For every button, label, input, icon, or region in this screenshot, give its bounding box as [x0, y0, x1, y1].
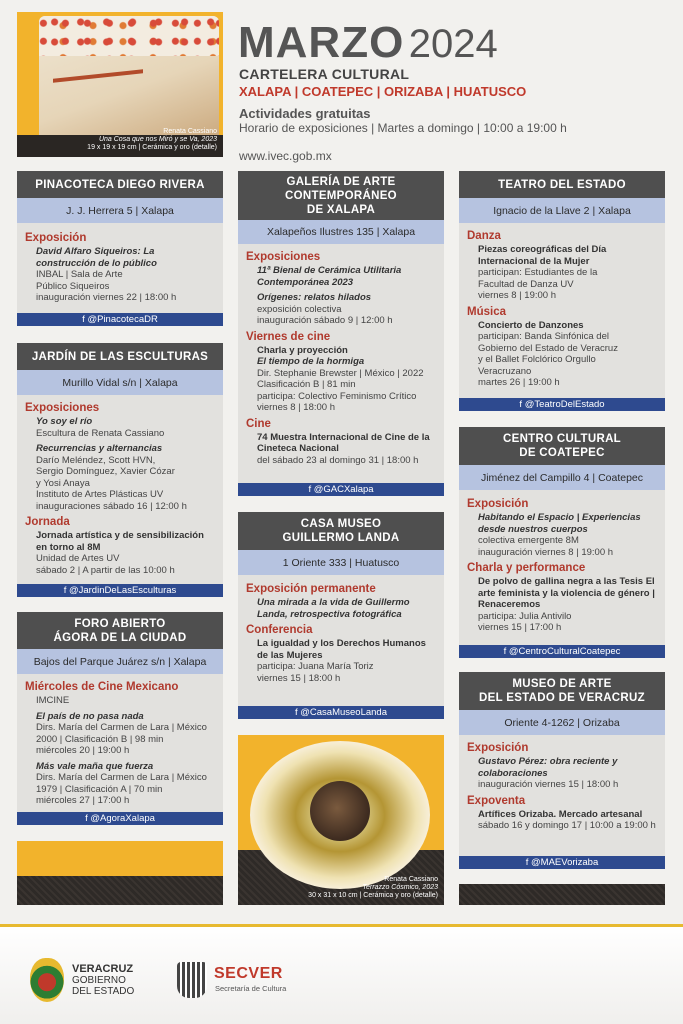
section-heading: Exposición	[25, 232, 87, 244]
social-link[interactable]	[238, 483, 444, 496]
page-title	[238, 18, 498, 68]
event-detail: martes 26 | 19:00 h	[478, 377, 560, 388]
venue-name-line: CASA MUSEO	[300, 518, 382, 530]
venue-name-line: DE COATEPEC	[519, 447, 605, 459]
event-item	[467, 320, 657, 389]
venue-name-line: FORO ABIERTO	[74, 617, 166, 630]
event-detail: Escultura de Renata Cassiano	[36, 427, 165, 439]
event-detail: Veracruzano	[478, 365, 532, 377]
event-detail: participa: Julia Antivilo	[478, 610, 572, 622]
secver-logo-text: SECVER	[214, 965, 283, 982]
event-detail: sábado 16 y domingo 17 | 10:00 a 19:00 h	[478, 820, 656, 831]
event-item	[467, 809, 657, 832]
gov-text: DEL ESTADO	[72, 986, 135, 997]
event-detail: sábado 2 | A partir de las 10:00 h	[36, 564, 175, 576]
event-item	[246, 345, 436, 414]
event-detail: Dirs. María del Carmen de Lara | México	[36, 722, 207, 733]
section-heading: Viernes de cine	[246, 330, 331, 343]
event-title: El país de no pasa nada	[36, 710, 144, 722]
event-title: Una mirada a la vida de Guillermo Landa, retrospectiva fotográfica	[257, 597, 410, 620]
facebook-icon: f	[294, 707, 301, 718]
event-item	[25, 443, 215, 512]
social-handle: @TeatroDelEstado	[524, 399, 605, 410]
event-item	[25, 416, 215, 439]
event-item	[246, 432, 436, 467]
event-title: Orígenes: relatos hilados	[257, 292, 372, 303]
venue-name-line: CENTRO CULTURAL	[503, 433, 621, 445]
event-detail: viernes 15 | 17:00 h	[478, 622, 562, 633]
caption-work: Terrazzo Cósmico, 2023	[362, 884, 438, 891]
venue-card-casa-museo	[238, 512, 444, 719]
event-detail: Instituto de Artes Plásticas UV	[36, 489, 164, 500]
venue-name: PINACOTECA DIEGO RIVERA	[17, 171, 223, 198]
venue-address: J. J. Herrera 5 | Xalapa	[17, 198, 223, 223]
event-title: 74 Muestra Internacional de Cine de la Cineteca Nacional	[257, 431, 430, 454]
event-title: Más vale maña que fuerza	[36, 760, 154, 772]
event-title: Jornada artística y de sensibilización en torno al 8M	[36, 530, 204, 553]
social-handle: @CentroCulturalCoatepec	[508, 646, 621, 657]
event-detail: Unidad de Artes UV	[36, 553, 120, 564]
event-item	[246, 597, 436, 620]
facebook-icon: f	[308, 484, 314, 495]
venue-name-line: DEL ESTADO DE VERACRUZ	[479, 692, 645, 704]
section-heading: Exposición	[467, 498, 529, 510]
gov-text: GOBIERNO	[72, 975, 126, 986]
section-heading: Danza	[467, 230, 501, 242]
gov-text: VERACRUZ	[72, 963, 134, 975]
facebook-icon: f	[503, 646, 509, 657]
event-detail: del sábado 23 al domingo 31 | 18:00 h	[257, 454, 419, 466]
section-heading: Exposición permanente	[246, 583, 376, 595]
event-detail: participan: Banda Sinfónica del	[478, 331, 609, 342]
facebook-icon: f	[63, 585, 69, 596]
event-title: Gustavo Pérez: obra reciente y colaboraciones	[478, 756, 618, 779]
event-item	[25, 711, 215, 757]
caption-work: Una Cosa que nos Miró y se Va, 2023	[98, 136, 217, 143]
secver-emblem-icon	[177, 962, 207, 998]
social-link[interactable]	[459, 398, 665, 411]
event-detail: participa: Colectivo Feminismo Crítico	[257, 390, 417, 402]
event-detail: participan: Estudiantes de la	[478, 267, 598, 278]
event-detail: y el Ballet Folclórico Orgullo	[478, 354, 596, 365]
social-link[interactable]	[17, 812, 223, 825]
title-month: MARZO	[238, 18, 405, 67]
venue-name	[17, 612, 223, 649]
event-detail: 2000 | Clasificación B | 98 min	[36, 733, 164, 745]
social-link[interactable]	[459, 645, 665, 658]
event-detail: IMCINE	[36, 695, 70, 706]
social-link[interactable]	[459, 856, 665, 869]
artwork-photo	[17, 841, 223, 905]
caption-detail: 19 x 19 x 19 cm | Cerámica y oro (detalle)	[87, 144, 217, 151]
facebook-icon: f	[82, 314, 88, 325]
venue-card-centro-cultural	[459, 427, 665, 658]
venue-name	[238, 171, 444, 220]
venue-address: Murillo Vidal s/n | Xalapa	[17, 370, 223, 395]
section-heading: Exposiciones	[246, 251, 321, 263]
caption-detail: 30 x 31 x 10 cm | Cerámica y oro (detalle)	[308, 892, 438, 899]
event-title: 11ª Bienal de Cerámica Utilitaria Contemporánea 2023	[257, 265, 402, 288]
venue-address: Oriente 4-1262 | Orizaba	[459, 710, 665, 735]
event-item	[467, 244, 657, 302]
event-detail: y Yosi Anaya	[36, 477, 90, 489]
government-logo-text	[72, 964, 134, 997]
event-detail: viernes 15 | 18:00 h	[257, 672, 341, 684]
facebook-icon: f	[519, 399, 525, 410]
secver-subtitle: Secretaría de Cultura	[215, 984, 287, 993]
social-handle: @AgoraXalapa	[90, 813, 155, 824]
social-link[interactable]	[17, 584, 223, 597]
event-item	[246, 638, 436, 684]
event-detail: Público Siqueiros	[36, 280, 110, 292]
caption-artist: Renata Cassiano	[384, 876, 438, 883]
event-item	[25, 246, 215, 304]
event-title: Yo soy el río	[36, 416, 93, 427]
facebook-icon: f	[85, 813, 91, 824]
section-heading: Música	[467, 305, 506, 318]
event-detail: Clasificación B | 81 min	[257, 379, 356, 390]
venue-address: Jiménez del Campillo 4 | Coatepec	[459, 465, 665, 490]
social-handle: @PinacotecaDR	[87, 314, 158, 325]
event-detail: inauguración viernes 22 | 18:00 h	[36, 292, 177, 303]
venue-name	[238, 512, 444, 550]
social-handle: @CasaMuseoLanda	[300, 707, 388, 718]
event-title: De polvo de gallina negra a las Tesis El arte feminista y la violencia de género | Renaceremos	[478, 576, 655, 610]
exhibition-schedule: Horario de exposiciones | Martes a domingo | 10:00 a 19:00 h	[239, 121, 567, 135]
header-artwork-image	[17, 12, 223, 157]
social-link[interactable]	[238, 706, 444, 719]
event-detail: inauguración viernes 8 | 19:00 h	[478, 546, 614, 558]
event-detail: viernes 8 | 19:00 h	[478, 290, 556, 301]
event-detail: Darío Meléndez, Scott HVN,	[36, 454, 156, 466]
event-detail: inauguración sábado 9 | 12:00 h	[257, 315, 393, 326]
venue-name	[459, 672, 665, 710]
event-title: Recurrencias y alternancias	[36, 443, 163, 454]
event-detail: Dir. Stephanie Brewster | México | 2022	[257, 367, 424, 379]
event-title: La igualdad y los Derechos Humanos de las Mujeres	[257, 638, 426, 661]
venue-name-line: GALERÍA DE ARTE	[286, 175, 396, 188]
venue-name-line: CONTEMPORÁNEO	[285, 189, 397, 202]
event-detail: viernes 8 | 18:00 h	[257, 402, 335, 413]
section-heading: Expoventa	[467, 794, 526, 807]
venue-address: Bajos del Parque Juárez s/n | Xalapa	[17, 649, 223, 674]
venue-address: 1 Oriente 333 | Huatusco	[238, 550, 444, 575]
event-item	[467, 756, 657, 791]
page-subtitle: CARTELERA CULTURAL	[239, 66, 410, 82]
free-activities-label: Actividades gratuitas	[239, 106, 371, 121]
artwork-photo	[459, 884, 665, 905]
event-detail: inauguraciones sábado 16 | 12:00 h	[36, 500, 187, 512]
venue-name-line: MUSEO DE ARTE	[512, 678, 612, 690]
event-title: Habitando el Espacio | Experiencias desde nuestros cuerpos	[478, 512, 641, 535]
venue-card-jardin	[17, 343, 223, 597]
event-detail: Facultad de Danza UV	[478, 278, 574, 290]
eye-artwork-image	[238, 735, 444, 905]
venue-name: JARDÍN DE LAS ESCULTURAS	[17, 343, 223, 370]
venue-card-pinacoteca	[17, 171, 223, 326]
venue-card-museo-arte	[459, 672, 665, 869]
event-detail: exposición colectiva	[257, 303, 342, 315]
social-link[interactable]	[17, 313, 223, 326]
venue-card-teatro	[459, 171, 665, 411]
event-item	[246, 265, 436, 288]
venue-name-line: ÁGORA DE LA CIUDAD	[53, 631, 187, 644]
event-detail: colectiva emergente 8M	[478, 535, 579, 546]
event-item	[467, 576, 657, 634]
section-heading: Exposición	[467, 742, 529, 754]
event-detail: miércoles 20 | 19:00 h	[36, 745, 130, 756]
venue-address: Xalapeños Ilustres 135 | Xalapa	[238, 220, 444, 244]
eye-image-caption	[308, 876, 438, 900]
event-title: El tiempo de la hormiga	[257, 356, 365, 367]
event-detail: inauguración viernes 15 | 18:00 h	[478, 779, 619, 790]
event-detail: miércoles 27 | 17:00 h	[36, 795, 130, 806]
section-heading: Conferencia	[246, 624, 313, 636]
section-heading: Cine	[246, 417, 271, 430]
event-item	[246, 292, 436, 327]
social-handle: @MAEVorizaba	[531, 857, 599, 868]
veracruz-seal-icon	[30, 958, 64, 1002]
section-heading: Exposiciones	[25, 402, 100, 414]
header-image-caption	[87, 128, 217, 152]
caption-artist: Renata Cassiano	[163, 128, 217, 135]
facebook-icon: f	[525, 857, 532, 868]
venue-name-line: DE XALAPA	[306, 203, 376, 216]
section-heading: Charla y performance	[467, 562, 586, 574]
venue-name	[459, 427, 665, 465]
social-handle: @JardinDeLasEsculturas	[68, 585, 177, 596]
event-detail: INBAL | Sala de Arte	[36, 269, 123, 280]
event-item	[25, 761, 215, 807]
event-item	[25, 695, 215, 707]
event-title: Concierto de Danzones	[478, 319, 584, 331]
event-detail: Dirs. María del Carmen de Lara | México	[36, 772, 207, 783]
event-detail: participa: Juana María Toriz	[257, 661, 374, 672]
website-link[interactable]: www.ivec.gob.mx	[239, 149, 332, 163]
venue-address: Ignacio de la Llave 2 | Xalapa	[459, 198, 665, 223]
footer-divider	[0, 924, 683, 927]
event-title: Piezas coreográficas del Día Internacional de la Mujer	[478, 244, 607, 267]
venue-card-agora	[17, 612, 223, 825]
venue-name: TEATRO DEL ESTADO	[459, 171, 665, 198]
event-title: Artífices Orizaba. Mercado artesanal	[478, 808, 643, 820]
title-year: 2024	[408, 22, 498, 66]
venue-card-galeria	[238, 171, 444, 496]
venue-name-line: GUILLERMO LANDA	[282, 532, 400, 544]
event-item	[467, 512, 657, 558]
cities-list: XALAPA | COATEPEC | ORIZABA | HUATUSCO	[239, 84, 527, 99]
event-detail: Sergio Domínguez, Xavier Cózar	[36, 466, 175, 477]
section-heading: Jornada	[25, 516, 70, 528]
event-detail: Gobierno del Estado de Veracruz	[478, 342, 618, 354]
event-detail: Charla y proyección	[257, 344, 348, 356]
social-handle: @GACXalapa	[313, 484, 374, 495]
event-item	[25, 530, 215, 576]
section-heading: Miércoles de Cine Mexicano	[25, 681, 179, 693]
event-title: David Alfaro Siqueiros: La construcción de lo público	[36, 246, 157, 269]
event-detail: 1979 | Clasificación A | 70 min	[36, 783, 163, 795]
